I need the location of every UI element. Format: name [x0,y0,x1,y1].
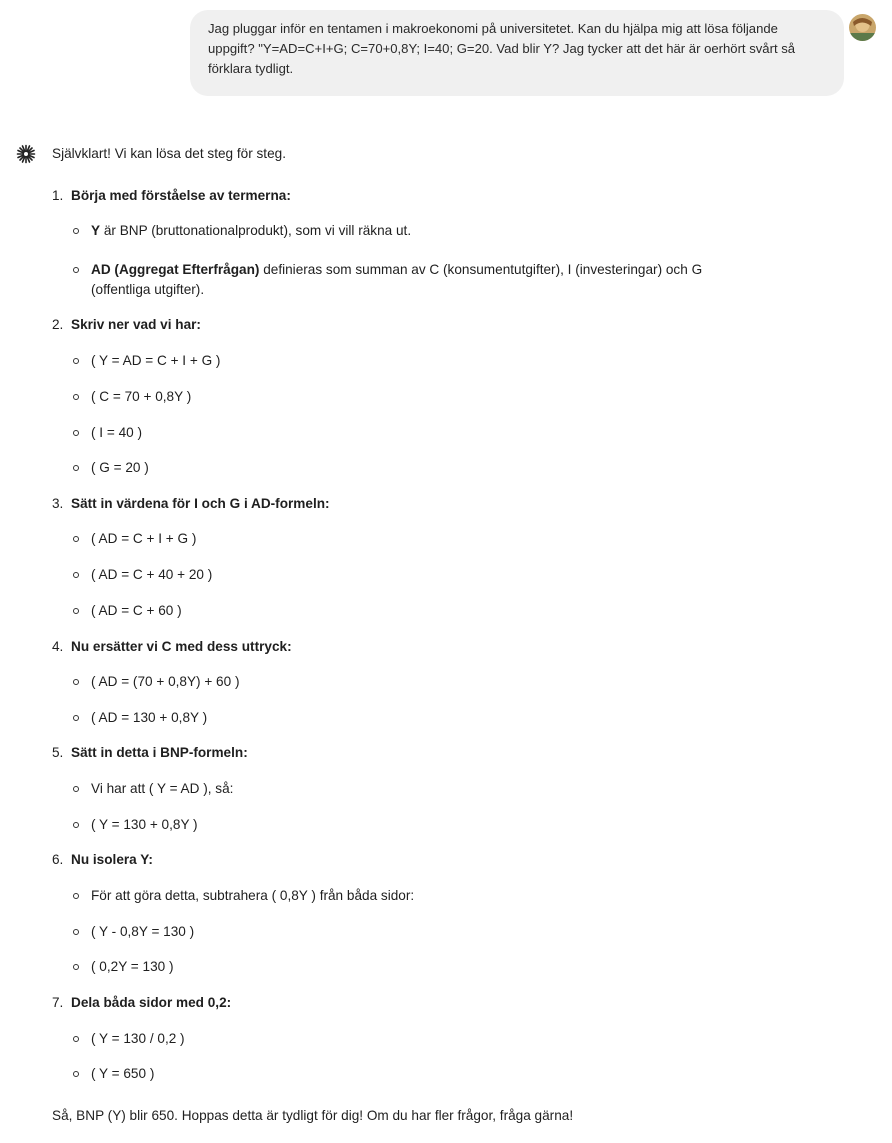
list-item [73,1029,185,1049]
bullet-icon [73,1071,79,1077]
user-avatar[interactable] [849,14,876,41]
list-item [73,387,191,407]
bullet-icon [73,358,79,364]
bullet-icon [73,572,79,578]
step-number: 7. [52,995,64,1010]
step-4-heading [52,637,292,657]
list-item [73,458,149,478]
bullet-icon [73,786,79,792]
list-item [73,957,174,977]
list-item [73,423,142,443]
step-number: 6. [52,852,64,867]
step-7-heading [52,993,231,1013]
step-6-heading [52,850,153,870]
list-item [73,922,194,942]
term-bold: AD (Aggregat Efterfrågan) [91,262,260,277]
bullet-icon [73,228,79,234]
bullet-icon [73,430,79,436]
list-item [73,708,207,728]
list-item-text: Vi har att ( Y = AD ), så: [91,781,234,796]
list-item [73,672,239,692]
step-title: Nu ersätter vi C med dess uttryck: [71,639,292,654]
list-item [73,601,182,621]
list-item-text: För att göra detta, subtrahera ( 0,8Y ) från båda sidor: [91,888,415,903]
list-item-text: ( Y = 130 + 0,8Y ) [91,817,198,832]
list-item [73,221,411,241]
step-number: 1. [52,188,64,203]
list-item-text: ( AD = 130 + 0,8Y ) [91,710,208,725]
list-item-text: ( Y = 650 ) [91,1066,155,1081]
step-number: 2. [52,317,64,332]
bullet-icon [73,929,79,935]
list-item-text: ( C = 70 + 0,8Y ) [91,389,192,404]
list-item [73,1064,154,1084]
list-item-text: ( AD = C + I + G ) [91,531,197,546]
step-title: Sätt in värdena för I och G i AD-formeln: [71,496,330,511]
list-item [73,886,414,906]
user-message-bubble: Jag pluggar inför en tentamen i makroekonomi på universitetet. Kan du hjälpa mig att lösa följande uppgift? "Y=AD=C+I+G; C=70+0,8Y; I=40; G=20. Vad blir Y? Jag tycker att det här är oerhört svårt så förklara tydligt. [190,10,844,96]
step-title: Nu isolera Y: [71,852,153,867]
list-item-text: ( AD = C + 40 + 20 ) [91,567,213,582]
list-item [73,260,713,300]
list-item-text: ( I = 40 ) [91,425,142,440]
step-number: 4. [52,639,64,654]
list-item-text: ( G = 20 ) [91,460,149,475]
user-message-row [0,10,892,100]
sparkle-icon [16,144,36,164]
list-item-text: ( AD = (70 + 0,8Y) + 60 ) [91,674,240,689]
term-bold: Y [91,223,101,238]
step-title: Dela båda sidor med 0,2: [71,995,232,1010]
list-item-text: ( Y = AD = C + I + G ) [91,353,221,368]
step-number: 3. [52,496,64,511]
list-item [73,529,196,549]
list-item-text: ( Y = 130 / 0,2 ) [91,1031,185,1046]
step-title: Sätt in detta i BNP-formeln: [71,745,248,760]
list-item-text: ( AD = C + 60 ) [91,603,182,618]
step-number: 5. [52,745,64,760]
assistant-outro: Så, BNP (Y) blir 650. Hoppas detta är tydligt för dig! Om du har fler frågor, fråga gärna! [52,1108,574,1123]
bullet-icon [73,394,79,400]
term-text: är BNP (bruttonationalprodukt), som vi vill räkna ut. [100,223,412,238]
assistant-intro: Självklart! Vi kan lösa det steg för steg. [52,146,286,161]
step-5-heading [52,743,248,763]
term-text: definieras som summan av C (konsumentutgifter), I (investeringar) och G (offentliga utgifter). [91,262,703,297]
bullet-icon [73,465,79,471]
list-item [73,351,220,371]
list-item-text: ( Y - 0,8Y = 130 ) [91,924,195,939]
bullet-icon [73,893,79,899]
list-item-text: ( 0,2Y = 130 ) [91,959,174,974]
bullet-icon [73,536,79,542]
bullet-icon [73,1036,79,1042]
list-item [73,779,233,799]
list-item [73,815,198,835]
bullet-icon [73,267,79,273]
bullet-icon [73,964,79,970]
step-title: Skriv ner vad vi har: [71,317,201,332]
bullet-icon [73,679,79,685]
step-title: Börja med förståelse av termerna: [71,188,291,203]
bullet-icon [73,822,79,828]
step-2-heading [52,315,201,335]
bullet-icon [73,715,79,721]
bullet-icon [73,608,79,614]
step-3-heading [52,494,330,514]
step-1-heading [52,186,291,206]
list-item [73,565,212,585]
